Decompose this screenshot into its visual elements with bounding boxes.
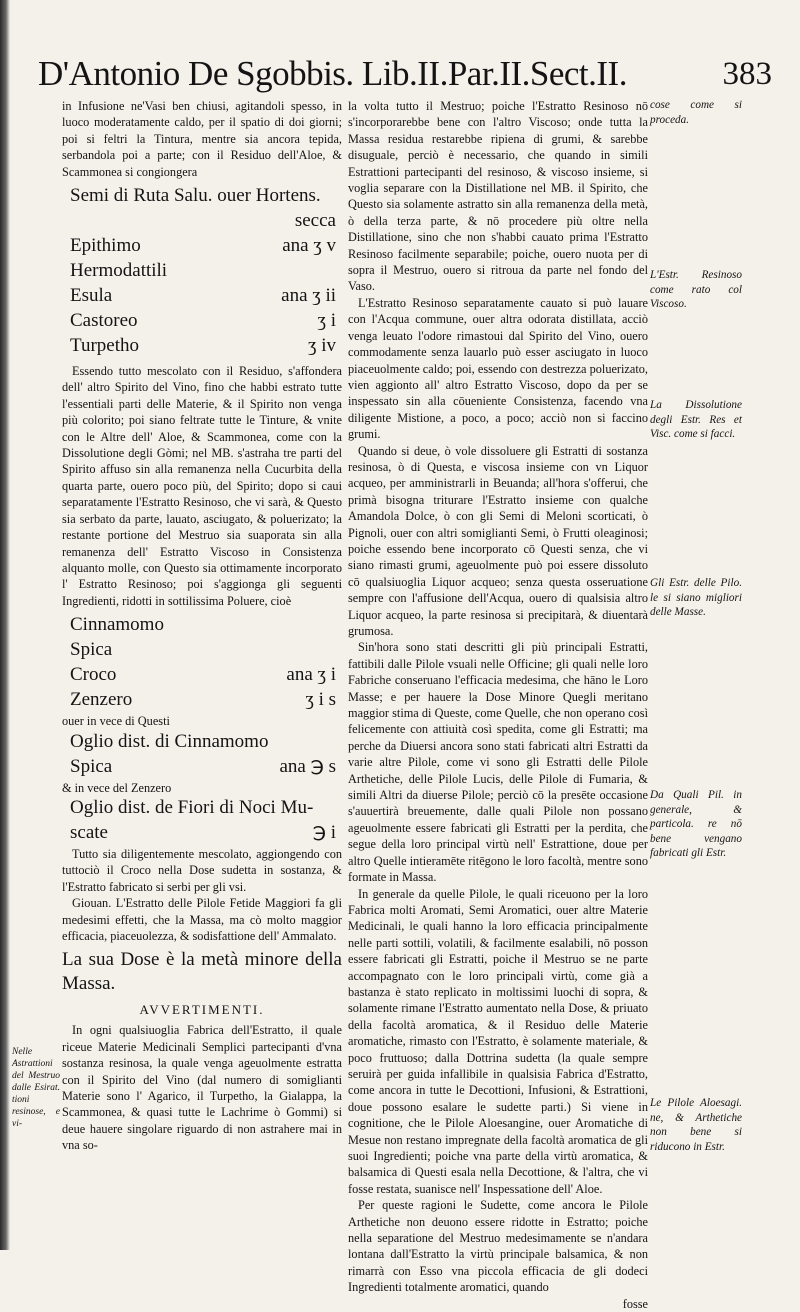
ingredient-name: Oglio dist. di Cinnamomo — [70, 730, 269, 752]
paragraph: ouer in vece di Questi — [62, 714, 170, 729]
ingredient-name: Croco — [70, 664, 117, 686]
paragraph: & in vece del Zenzero — [62, 780, 172, 795]
catchword: fosse — [622, 1296, 648, 1311]
paragraph: In generale da quelle Pilole, le quali riceuono per la loro Fabrica molti Aromati, Semi Aromatici, ouer altre Materie Medicinali, le quali hanno la loro efficacia principalmente nelle parti sottili, volatili, & facilmente esalabili, nō posson essere fabricati gli Estratti, poiche il Mestruo se ne parte accompagnato con le loro principali virtù, come già a bastanza è stato replicato in moltissimi luochi di sopra, & solamente rimane l'Estratto aumentato nella Dose, & priuato della facoltà aromatica, & il Residuo delle Materie aromatiche, rimasto con l'Estratto, è solamente materiale, & poco fruttuoso; dalla Dottrina sudetta (la quale sempre seruirà per guida infallibile in qualsisia Fabrica d'Estratto, come ancora in tutte le Decottioni, Infusioni, & Estrattioni, doue possono esalare le sudette parti.) Si viene in cognitione, che le Pilole Aloesangine, ouer Aromatiche di Mesue non restano impregnate della facoltà aromatica de gli suoi Ingredienti; poiche vna parte della virtù aromatica, & balsamica di Questi esala nella Decottione, & l'altra, che vi fosse restata, suanisce nell' Inspessatione dell' Aloe. — [348, 886, 648, 1196]
recipe-line — [62, 209, 342, 234]
recipe-line — [62, 821, 342, 846]
ingredient-name: Esula — [70, 285, 113, 307]
recipe-line — [62, 259, 342, 284]
recipe-line — [62, 730, 342, 755]
margin-note: L'Estr. Resinoso come rato col Viscoso. — [650, 269, 742, 310]
paragraph: Essendo tutto mescolato con il Residuo, s'affondera dell' altro Spirito del Vino, fino che habbi estrato tutte l'essentiali parti delle Materie, & il Spirito non venga più colorito; poi siano feltrate tutte le Tinture, & vnite con le Altre dell' Aloe, & Scammonea, come con la Dissolutione degli Gòmi; nel MB. s'astraha tre parti del Spirito affuso sin alla remanenza nella Cucurbita della quarta parte, ouero poco più, del Spirito; dopo si caui separatamente l'Estratto Resinoso, che vi sarà, & Questo sia serbato da parte, lauato, asciugato, & poluerizato; la restante portione del Mestruo sia suaporata sin alla remanenza dell' Estratto Viscoso in Consistenza alquanto molle, con Questo sia ottimamente incorporato l' Estratto Resinoso; poi s'aggionga gli seguenti Ingredienti, ridotti in sottilissima Poluere, cioè — [62, 364, 342, 608]
paragraph: Quando si deue, ò vole dissoluere gli Estratti di sostanza resinosa, ò di Questa, e viscosa insieme con vn Liquor acqueo, per amministrarli in Beuanda; all'hora s'offerui, che primà bisogna triturare l'Estratto insieme con qualche Amandola Dolce, ò con gli Semi di Meloni scorticati, ò Pignoli, ouer con altri somiglianti Semi, ò Frutti oleaginosi; poiche essendo bene incorporato cō Questi senza, che vi siano rimasti grumi, ageuolmente può poi essere dissoluto cō qualsiuoglia Liquor acqueo; senza questa osseruatione sempre con l'affusione dell'Acqua, ouero di qualsisia altro Liquor acqueo, la parte resinosa si precipitarà, & diuentarà grumosa. — [348, 443, 648, 638]
ingredient-name: Semi di Ruta Salu. ouer Hortens. — [70, 185, 321, 207]
paragraph: la volta tutto il Mestruo; poiche l'Estratto Resinoso nō s'incorporarebbe bene con l'altro Viscoso; onde tutta la Massa residua restarebbe ripiena di grumi, & sarebbe disuguale, perciò è necessario, che quando in simili Estrattioni partecipanti del resinoso, & viscoso insieme, si voglia separare con la Distillatione nel MB. il Spirito, che Questo sia solamente astratto sin alla remanenza della metà, ò della terza parte, & nō procedere più oltre nella Distillatione, sino che non s'habbi cauato prima l'Estratto Resinoso facilmente separabile; poiche, ouero nuota per di sopra il Mestruo, ouero si ritroua da parte nel fondo del Vaso. — [348, 99, 648, 294]
ingredient-name: Epithimo — [70, 235, 141, 257]
ingredient-name: Turpetho — [70, 335, 139, 357]
left-margin-notes — [12, 1046, 60, 1136]
recipe-line — [62, 688, 342, 713]
right-column — [348, 98, 648, 1312]
paragraph: Sin'hora sono stati descritti gli più principali Estratti, fattibili dalle Pilole vsuali nelle Officine; gli quali nelle loro Fabriche conseruano l'efficacia medesima, che hāno le Loro Masse; e per hauere la Dose Minore Quegli meritano maggior stima di Queste, come Quelle, che non operano così felicemente con attiuità così spedita, come gli Estratti; ma perche da Diuersi ancora sono stati fabricati altri Estratti da varie altre Pilole, come vi sono gli Estratti delle Pilole Arthetiche, delle Pilole Lucis, delle Pilole di Fumaria, & simili Altri da diuerse Pilole; perciò cō la presēte occasione s'auuertirà breuemente, dalle quali Pilole non possano ageuolmente essere fabricati gli Estratti per la perdita, che segue della loro principal virtù nell' Estrattione, doue per altro Quelle intieramēte ritēgono le loro facoltà, mentre sono formate in Massa. — [348, 640, 648, 885]
margin-note: Le Pilole Aloesagi. ne, & Arthetiche non bene si riducono in Estr. — [650, 1097, 742, 1153]
recipe-list — [62, 184, 342, 359]
recipe-line — [62, 663, 342, 688]
recipe-line — [62, 234, 342, 259]
dose-heading: La sua Dose è la metà minore della Massa. — [62, 949, 342, 995]
margin-note: Da Quali Pil. in generale, & particola. re nō bene vengano fabricati gli Estr. — [650, 789, 742, 859]
ingredient-dose: ʒ iv — [308, 335, 336, 357]
left-column — [62, 98, 342, 1154]
ingredient-name: Cinnamomo — [70, 614, 164, 636]
margin-note: Nelle Astrattioni del Mestruo dalle Esirat. tioni resinose, e vi- — [12, 1047, 60, 1129]
ingredient-name: Spica — [70, 755, 113, 777]
recipe-list — [62, 796, 342, 846]
ingredient-dose: ʒ i s — [305, 689, 336, 711]
ingredient-dose: ana ʒ v — [282, 235, 336, 257]
paragraph: in Infusione ne'Vasi ben chiusi, agitandoli spesso, in luoco moderatamente caldo, per il spatio di doi giorni; poi si feltri la Tintura, mentre sia ancora tepida, serbandola poi a parte; con il Residuo dell'Aloe, & Scammonea si congiongera — [62, 99, 342, 179]
recipe-line — [62, 309, 342, 334]
recipe-line — [62, 796, 342, 821]
ingredient-name: Zenzero — [70, 689, 133, 711]
paragraph: Giouan. L'Estratto delle Pilole Fetide Maggiori fa gli medesimi effetti, che la Massa, ma cò molto maggior efficacia, piaceuolezza, & sodisfattione dell' Ammalato. — [62, 896, 342, 943]
recipe-line — [62, 334, 342, 359]
margin-note: Gli Estr. delle Pilo. le si siano migliori delle Masse. — [650, 577, 742, 618]
section-heading: AVVERTIMENTI. — [139, 1002, 265, 1018]
recipe-list — [62, 613, 342, 713]
margin-note: La Dissolutione degli Estr. Res et Visc. come si facci. — [650, 399, 742, 440]
recipe-line — [62, 284, 342, 309]
ingredient-dose: ℈ i — [312, 821, 336, 843]
ingredient-dose: secca — [294, 210, 336, 232]
ingredient-dose: ana ʒ i — [286, 664, 336, 686]
paragraph: In ogni qualsiuoglia Fabrica dell'Estratto, il quale riceue Materie Medicinali Semplici partecipanti d'vna sostanza resinosa, la quale venga ageuolmente estratta con il Spirito del Vino (dal numero di somiglianti Materie sono l' Agarico, il Turpetho, la Gialappa, la Scammonea, & quasi tutte le Lachrime ò Gommi) si deue hauere singolare riguardo di non astrahere mai in vna so- — [62, 1023, 342, 1153]
binding-gutter — [0, 0, 10, 1250]
paragraph: Per queste ragioni le Sudette, come ancora le Pilole Arthetiche non deuono essere ridotte in Estratto; poiche nella separatione del Mestruo medesimamente se n'andara lontana dall'Estratto la virtù principale balsamica, & non rimarrà con Esso vna piccola efficacia de gli dodeci Ingredienti totalmente aromatici, quando — [348, 1198, 648, 1295]
page-number: 383 — [722, 56, 772, 92]
recipe-line — [62, 184, 342, 209]
recipe-line — [62, 613, 342, 638]
paragraph: Tutto sia diligentemente mescolato, aggiongendo con tuttociò il Croco nella Dose sudetta in sostanza, & l'Estratto fabricato si serbi per gli vsi. — [62, 846, 342, 894]
margin-note: cose come si proceda. — [650, 99, 742, 126]
ingredient-name: Spica — [70, 639, 113, 661]
recipe-line — [62, 638, 342, 663]
ingredient-dose: ʒ i — [317, 310, 336, 332]
ingredient-name: Hermodattili — [70, 260, 168, 282]
paragraph: L'Estratto Resinoso separatamente cauato si può lauare con l'Acqua commune, ouer altra odorata distillata, acciò venga leuato l'odore rimastoui dal Spirito del Vino, ouero commodamente senza lauarlo può esser asciugato in luoco piaceuolmente caldo; poi, essendo con destrezza poluerizato, vien aggionto all' altro Estratto Viscoso, dopo da per se inspessato sin alla cōueniente Consistenza, facendo vna diligente Mistione, a poco, a poco; acciò non si faccino grumi. — [348, 295, 648, 442]
running-title: D'Antonio De Sgobbis. Lib.II.Par.II.Sect.II. — [38, 54, 627, 93]
recipe-list — [62, 730, 342, 780]
ingredient-name: scate — [70, 821, 108, 843]
ingredient-name: Oglio dist. de Fiori di Noci Mu- — [70, 796, 314, 818]
ingredient-dose: ana ʒ ii — [281, 285, 336, 307]
recipe-line — [62, 755, 342, 780]
ingredient-name: Castoreo — [70, 310, 138, 332]
ingredient-dose: ana ℈ s — [279, 755, 336, 777]
